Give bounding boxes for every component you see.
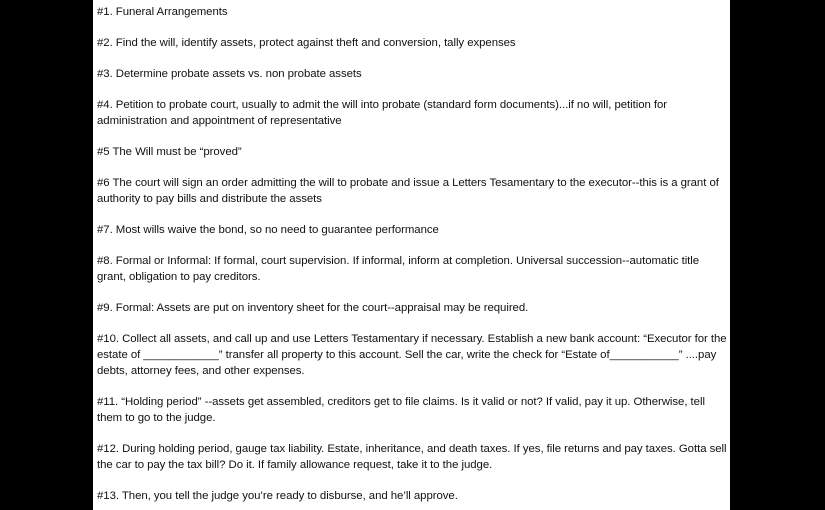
- list-item-2: #2. Find the will, identify assets, protect against theft and conversion, tally expenses: [97, 37, 516, 49]
- list-item-13: #13. Then, you tell the judge you’re ready to disburse, and he’ll approve.: [97, 490, 458, 502]
- document-body: [93, 0, 730, 504]
- list-item-10: #10. Collect all assets, and call up and use Letters Testamentary if necessary. Establish a new bank account: “Executor for the estate of ____________” transfer all property to this account. Sell the car, write the check for “Estate of___________” ....pay debts, attorney fees, and other expenses.: [97, 333, 727, 377]
- list-item-3: #3. Determine probate assets vs. non probate assets: [97, 68, 362, 80]
- list-item-11: #11. “Holding period” --assets get assembled, creditors get to file claims. Is it valid or not? If valid, pay it up. Otherwise, tell them to go to the judge.: [97, 396, 705, 424]
- list-item-5: #5 The Will must be “proved”: [97, 146, 242, 158]
- list-item-9: #9. Formal: Assets are put on inventory sheet for the court--appraisal may be required.: [97, 302, 529, 314]
- list-item-4: #4. Petition to probate court, usually to admit the will into probate (standard form documents)...if no will, petition for administration and appointment of representative: [97, 99, 668, 127]
- list-item-6: #6 The court will sign an order admitting the will to probate and issue a Letters Tesamentary to the executor--this is a grant of authority to pay bills and distribute the assets: [97, 177, 719, 205]
- document-page: [93, 0, 730, 510]
- list-item-8: #8. Formal or Informal: If formal, court supervision. If informal, inform at completion. Universal succession--automatic title grant, obligation to pay creditors.: [97, 255, 700, 283]
- list-item-7: #7. Most wills waive the bond, so no need to guarantee performance: [97, 224, 439, 236]
- list-item-12: #12. During holding period, gauge tax liability. Estate, inheritance, and death taxes. If yes, file returns and pay taxes. Gotta sell the car to pay the tax bill? Do it. If family allowance request, take it to the judge.: [97, 443, 727, 471]
- list-item-1: #1. Funeral Arrangements: [97, 6, 228, 18]
